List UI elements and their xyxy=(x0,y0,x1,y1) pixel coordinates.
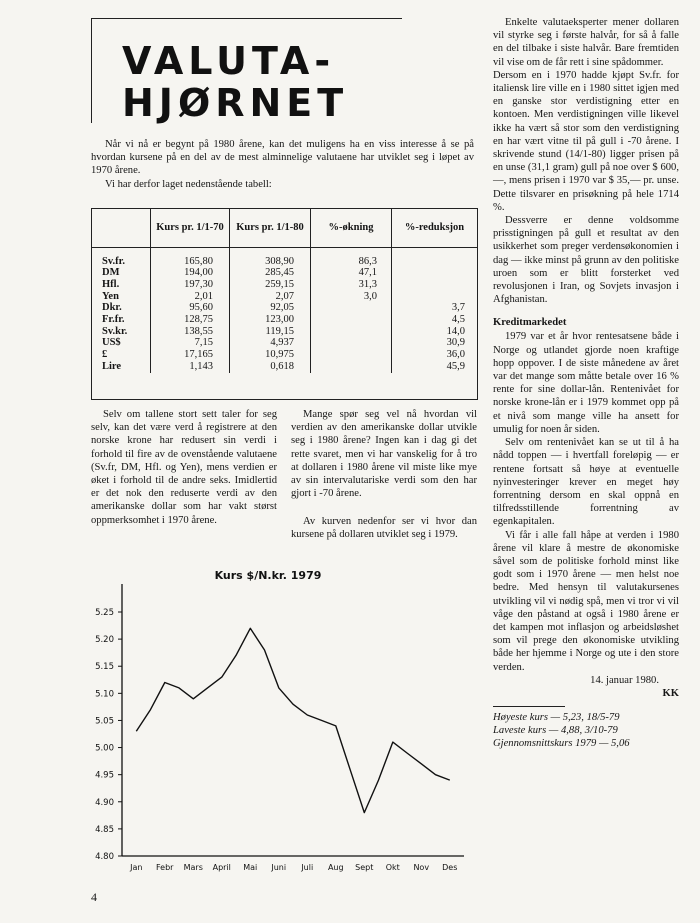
table-cell: 1,143 xyxy=(151,361,230,373)
page-number: 4 xyxy=(91,890,97,904)
table-cell: Yen xyxy=(92,291,151,303)
table-cell: 197,30 xyxy=(151,279,230,291)
table-row xyxy=(92,361,477,373)
table-cell: 165,80 xyxy=(151,247,230,267)
interest-level-paragraph: Selv om rentenivået kan se ut til å ha nådd toppen — i hvertfall foreløpig — er rentene fortsatt så høye at eventuelle nyinvesteringer krever en meget høy forrentning dersom en skal oppnå en tilfredsstillende forrentning av egenkapitalen. xyxy=(493,437,679,528)
rate-line xyxy=(136,628,450,812)
intro-paragraph: Når vi nå er begynt på 1980 årene, kan det muligens ha en viss interesse å se på hvordan kursene på en del av de mest alminnelige valutaene har utviklet seg i løpet av 1970 årene. xyxy=(91,139,474,177)
gold-paragraph: Dersom en i 1970 hadde kjøpt Sv.fr. for italiensk lire ville en i 1980 sittet igjen med en ganske stor verdistigning etter en kontoen. Men verdistigningen ville likevel ikke ha vært så stor som den verdistigning en har vært vitne til på gull i -70 årene. I skrivende stund (14/1-80) ligger prisen på en unse (31,1 gram) gull på noe over $ 600,—, mens prisen i 1970 var $ 35,— pr. unse. Dette tilsvarer en prisøkning på hele 1714 %. xyxy=(493,69,679,213)
y-tick-label: 5.20 xyxy=(95,635,114,646)
table-cell: 123,00 xyxy=(230,314,311,326)
table-cell: Sv.fr. xyxy=(92,247,151,267)
table-cell xyxy=(392,279,478,291)
intro-lead: Vi har derfor laget nedenstående tabell: xyxy=(105,179,272,190)
x-tick-label: Mai xyxy=(243,863,258,872)
x-tick-label: Okt xyxy=(385,863,400,872)
dollar-question-paragraph: Mange spør seg vel nå hvordan vil verdien av den amerikanske dollar utvikle seg i 1980 årene? Ingen kan i dag gi det rette svaret, men vi har vanskelig for å tro at dollaren i 1980 årene vil miste like mye av sin intervalutariske verdi som den har gjort i -70 årene. xyxy=(291,409,477,500)
table-cell: 14,0 xyxy=(446,325,465,337)
table-cell xyxy=(311,326,392,338)
table-row xyxy=(92,314,477,326)
x-tick-label: Aug xyxy=(327,863,344,872)
stat-average: Gjennomsnittskurs 1979 — 5,06 xyxy=(493,738,630,750)
x-tick-label: Sept xyxy=(355,863,374,872)
table-cell: 7,15 xyxy=(151,337,230,349)
table-cell xyxy=(311,349,392,361)
table-row xyxy=(92,349,477,361)
table-cell: 4,5 xyxy=(451,314,465,326)
table-cell xyxy=(392,267,478,279)
chart-title: Kurs $/N.kr. 1979 xyxy=(214,569,322,582)
header-rate-1970: Kurs pr. 1/1-70 xyxy=(151,209,230,247)
table-cell: Hfl. xyxy=(92,279,151,291)
table-cell xyxy=(311,337,392,349)
y-tick-label: 4.90 xyxy=(95,797,114,808)
stat-high: Høyeste kurs — 5,23, 18/5-79 xyxy=(493,711,620,723)
table-cell: 138,55 xyxy=(151,326,230,338)
table-row xyxy=(92,291,477,303)
table-cell: 36,0 xyxy=(446,349,465,361)
y-tick-label: 5.05 xyxy=(95,716,114,727)
uncertainty-paragraph: Dessverre er denne voldsomme prisstigningen på gull et resultat av den usikkerhet som preger verdensøkonomien i dag — ikke minst på grunn av den politiske uroen som er blitt forsterket ved revolusjonen i Iran, og Sovjets invasjon i Afghanistan. xyxy=(493,215,679,306)
y-tick-label: 4.80 xyxy=(95,852,114,862)
header-reduction: %-reduksjon xyxy=(392,209,478,247)
table-cell: 17,165 xyxy=(151,349,230,361)
rates-table-grid xyxy=(92,209,477,373)
table-cell: 86,3 xyxy=(311,247,392,267)
table-cell xyxy=(311,302,392,314)
table-row xyxy=(92,326,477,338)
y-tick-label: 5.15 xyxy=(95,662,114,673)
table-cell: 259,15 xyxy=(230,279,311,291)
date-line: 14. januar 1980. xyxy=(590,674,659,686)
y-tick-label: 5.00 xyxy=(95,743,114,754)
table-cell xyxy=(311,314,392,326)
stats-divider xyxy=(493,706,565,707)
table-cell: 3,0 xyxy=(311,291,392,303)
table-cell: DM xyxy=(92,267,151,279)
table-cell: Sv.kr. xyxy=(92,326,151,338)
table-cell: 2,07 xyxy=(230,291,311,303)
rates-table-body xyxy=(92,247,477,373)
table-cell: 2,01 xyxy=(151,291,230,303)
table-cell: 30,9 xyxy=(446,337,465,349)
title-line-1: VALUTA- xyxy=(122,39,336,83)
table-cell: £ xyxy=(92,349,151,361)
table-row xyxy=(92,279,477,291)
interest-paragraph: 1979 var et år hvor rentesatsene både i Norge og utlandet gjorde noen kraftige hopp oppover. I de siste månedene av året var det mange som måtte betale over 16 % rente for sine dollar-lån. Rentenivået for norske krone-lån er i 1979 kommet opp på et nivå som mange ville ha ansett for umulig for noen år siden. xyxy=(493,331,679,435)
x-tick-label: Mars xyxy=(183,863,203,872)
analysis-paragraph: Selv om tallene stort sett taler for seg selv, kan det være verd å registrere at den norske krone har redusert sin verdi i forhold til fire av de ovenstående valutaene (Sv.fr, DM, Hfl. og Yen), mens verdien er øket i forhold til de andre seks. Imidlertid er det nok den reduserte verdi av den amerikanske dollar som har vakt størst oppmerksomhet i 1970 årene. xyxy=(91,409,277,526)
table-cell: 31,3 xyxy=(311,279,392,291)
table-cell: 194,00 xyxy=(151,267,230,279)
x-tick-label: Nov xyxy=(413,863,430,872)
table-cell: US$ xyxy=(92,337,151,349)
table-row xyxy=(92,302,477,314)
table-cell: 128,75 xyxy=(151,314,230,326)
credit-market-heading: Kreditmarkedet xyxy=(493,317,567,329)
x-tick-label: April xyxy=(212,863,231,872)
table-cell: 4,937 xyxy=(230,337,311,349)
table-cell: 3,7 xyxy=(451,302,465,314)
table-cell: Fr.fr. xyxy=(92,314,151,326)
y-tick-label: 4.95 xyxy=(95,770,114,781)
table-cell: 45,9 xyxy=(446,360,465,372)
y-tick-label: 4.85 xyxy=(95,824,114,835)
x-tick-label: Juli xyxy=(301,863,314,872)
stat-low: Laveste kurs — 4,88, 3/10-79 xyxy=(493,724,618,736)
table-cell: 92,05 xyxy=(230,302,311,314)
x-tick-label: Febr xyxy=(156,863,174,872)
usd-nok-chart xyxy=(84,562,474,884)
table-cell xyxy=(392,247,478,267)
table-row xyxy=(92,267,477,279)
y-tick-label: 5.10 xyxy=(95,689,114,700)
table-cell: 0,618 xyxy=(230,361,311,373)
table-cell: 285,45 xyxy=(230,267,311,279)
chart-intro-paragraph: Av kurven nedenfor ser vi hvor dan kursene på dollaren utviklet seg i 1979. xyxy=(291,516,477,541)
table-cell: 308,90 xyxy=(230,247,311,267)
table-cell xyxy=(392,291,478,303)
outlook-paragraph: Enkelte valutaeksperter mener dollaren vil styrke seg i første halvår, for så å falle en del tilbake i siste halvår. Bare fremtiden vil vise om de får rett i sine spådommer. xyxy=(493,17,679,68)
y-tick-label: 5.25 xyxy=(95,608,114,618)
header-currency xyxy=(92,209,151,247)
author-initials: KK xyxy=(662,687,679,699)
table-cell xyxy=(311,361,392,373)
table-row xyxy=(92,337,477,349)
table-cell: 10,975 xyxy=(230,349,311,361)
closing-paragraph: Vi får i alle fall håpe at verden i 1980 årene vil klare å mestre de økonomiske såvel som de politiske forhold minst like godt som i 1970 årene — men helst noe bedre. Med hensyn til valutakursenes utvikling vil vi nødig spå, men vi tror vi vil våge den påstand at også i 1980 årene er det kampen mot inflasjon og arbeidsløshet som vil prege den økonomiske utvikling både her hjemme i Norge og ute i den store verden. xyxy=(493,529,679,673)
table-row xyxy=(92,247,477,267)
header-rate-1980: Kurs pr. 1/1-80 xyxy=(230,209,311,247)
table-cell: Dkr. xyxy=(92,302,151,314)
header-increase: %-økning xyxy=(311,209,392,247)
rates-table xyxy=(91,208,478,400)
right-column xyxy=(493,16,679,750)
table-cell: 47,1 xyxy=(311,267,392,279)
table-cell: 95,60 xyxy=(151,302,230,314)
table-cell: 119,15 xyxy=(230,326,311,338)
x-tick-label: Juni xyxy=(271,863,287,872)
table-cell: Lire xyxy=(92,361,151,373)
x-tick-label: Jan xyxy=(130,863,143,872)
title-line-2: HJØRNET xyxy=(122,81,349,125)
x-tick-label: Des xyxy=(442,863,458,872)
